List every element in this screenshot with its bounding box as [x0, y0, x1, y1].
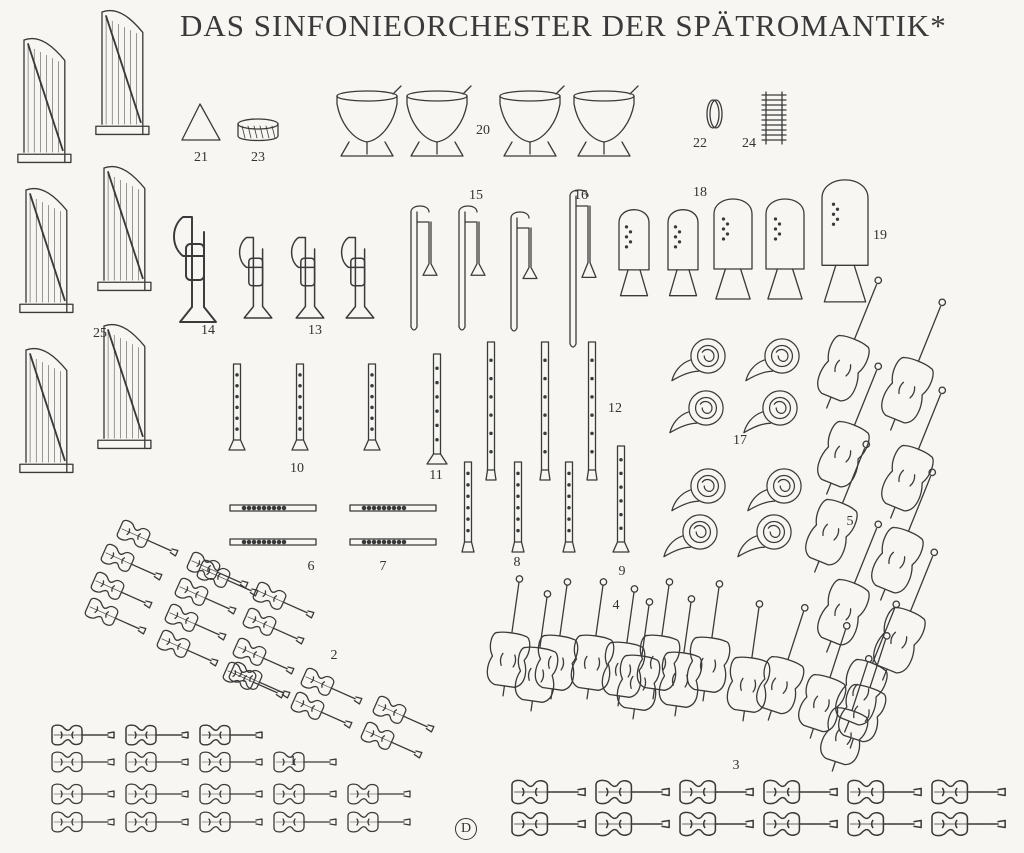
violin-drawing: [156, 629, 221, 672]
double-bass-drawing: [796, 434, 885, 579]
trombone-drawing: [459, 206, 485, 330]
group-number-20: 20: [476, 123, 490, 138]
oboe-drawing: [512, 462, 524, 552]
tenor-tuba-drawing: [619, 210, 649, 296]
viola-drawing: [764, 780, 837, 803]
group-number-15: 15: [469, 188, 483, 203]
bassoon-drawing: [540, 342, 550, 480]
viola-drawing: [680, 780, 753, 803]
group-number-19: 19: [873, 228, 887, 243]
double-bass-drawing: [862, 462, 951, 607]
clarinet-drawing: [229, 364, 245, 450]
flute-drawing: [230, 505, 316, 511]
contrabass-trombone-drawing: [570, 190, 596, 347]
horn-drawing: [748, 469, 801, 511]
group-number-21: 21: [194, 150, 208, 165]
viola-drawing: [680, 812, 753, 835]
trumpet-drawing: [342, 238, 374, 319]
violin-drawing: [52, 752, 114, 772]
group-number-25: 25: [93, 326, 107, 341]
group-number-17: 17: [733, 433, 747, 448]
bass-clarinet-drawing: [427, 354, 447, 464]
cello-drawing: [568, 576, 624, 701]
horn-drawing: [738, 515, 791, 557]
horn-drawing: [746, 339, 799, 381]
harp-drawing: [20, 189, 73, 313]
clarinet-drawing: [292, 364, 308, 450]
viola-drawing: [596, 812, 669, 835]
violin-drawing: [242, 607, 307, 650]
cello-drawing: [532, 576, 588, 701]
english-horn-drawing: [613, 446, 629, 552]
group-number-5: 5: [846, 514, 854, 529]
violin-drawing: [164, 603, 229, 646]
diagram-title: DAS SINFONIEORCHESTER DER SPÄTROMANTIK*: [180, 8, 947, 43]
tenor-tuba-drawing: [766, 199, 804, 299]
snare-drum-drawing: [238, 119, 278, 141]
horn-drawing: [672, 339, 725, 381]
timpani-drawing: [500, 86, 564, 156]
harp-drawing: [98, 325, 151, 449]
cello-drawing: [512, 588, 568, 713]
violin-drawing: [200, 725, 262, 745]
piccolo-drawing: [350, 505, 436, 511]
cymbals-drawing: [707, 100, 722, 128]
violin-drawing: [300, 667, 365, 710]
cello-drawing: [484, 573, 540, 698]
bassoon-drawing: [587, 342, 597, 480]
group-number-12: 12: [608, 401, 622, 416]
viola-drawing: [932, 812, 1005, 835]
violin-drawing: [116, 519, 181, 562]
harp-drawing: [20, 349, 73, 473]
group-number-7: 7: [379, 559, 387, 574]
trumpet-drawing: [240, 238, 272, 319]
harp-drawing: [96, 11, 149, 135]
group-number-18: 18: [693, 185, 707, 200]
cello-drawing: [614, 596, 670, 721]
viola-drawing: [848, 812, 921, 835]
group-number-13: 13: [308, 323, 322, 338]
violin-drawing: [274, 784, 336, 804]
tenor-tuba-drawing: [714, 199, 752, 299]
piccolo-drawing: [350, 539, 436, 545]
triangle-drawing: [182, 104, 220, 140]
horn-drawing: [664, 515, 717, 557]
oboe-drawing: [563, 462, 575, 552]
violin-drawing: [200, 812, 262, 832]
group-number-8: 8: [513, 555, 521, 570]
cello-drawing: [814, 650, 889, 777]
group-number-2: 2: [330, 648, 338, 663]
group-number-14: 14: [201, 323, 215, 338]
bass-trumpet-drawing: [174, 217, 216, 322]
tenor-tuba-drawing: [668, 210, 698, 296]
violin-drawing: [200, 784, 262, 804]
violin-drawing: [126, 725, 188, 745]
trombone-drawing: [411, 206, 437, 330]
violin-drawing: [348, 812, 410, 832]
violin-drawing: [348, 784, 410, 804]
bassoon-drawing: [486, 342, 496, 480]
trombone-drawing: [511, 212, 537, 331]
cello-drawing: [724, 598, 780, 723]
harp-drawing: [98, 167, 151, 291]
flute-drawing: [230, 539, 316, 545]
double-bass-drawing: [808, 356, 897, 501]
group-number-6: 6: [307, 559, 315, 574]
violin-drawing: [52, 784, 114, 804]
group-number-1: 1: [289, 754, 297, 769]
group-number-3: 3: [732, 758, 740, 773]
violin-drawing: [100, 543, 165, 586]
violin-drawing: [126, 812, 188, 832]
viola-drawing: [764, 812, 837, 835]
group-number-22: 22: [693, 136, 707, 151]
oboe-drawing: [462, 462, 474, 552]
cello-drawing: [792, 617, 867, 744]
violin-drawing: [274, 752, 336, 772]
group-number-10: 10: [290, 461, 304, 476]
horn-drawing: [744, 391, 797, 433]
trumpet-drawing: [292, 238, 324, 319]
contrabass-tuba-drawing: [822, 180, 868, 302]
clarinet-drawing: [364, 364, 380, 450]
violin-drawing: [290, 691, 355, 734]
viola-drawing: [932, 780, 1005, 803]
violin-drawing: [222, 661, 287, 704]
timpani-drawing: [337, 86, 401, 156]
viola-drawing: [596, 780, 669, 803]
group-number-11: 11: [429, 468, 443, 483]
violin-drawing: [52, 725, 114, 745]
violin-drawing: [200, 752, 262, 772]
violin-drawing: [126, 784, 188, 804]
group-number-9: 9: [618, 564, 626, 579]
violin-drawing: [84, 597, 149, 640]
group-number-24: 24: [742, 136, 756, 151]
timpani-drawing: [574, 86, 638, 156]
horn-drawing: [670, 391, 723, 433]
horn-drawing: [672, 469, 725, 511]
timpani-drawing: [407, 86, 471, 156]
double-bass-drawing: [872, 380, 961, 525]
violin-drawing: [52, 812, 114, 832]
violin-drawing: [90, 571, 155, 614]
group-number-4: 4: [612, 598, 620, 613]
viola-drawing: [512, 812, 585, 835]
viola-drawing: [512, 780, 585, 803]
corner-circle-mark: D: [455, 818, 477, 840]
double-bass-drawing: [872, 292, 961, 437]
violin-drawing: [360, 721, 425, 764]
violin-drawing: [126, 752, 188, 772]
harp-drawing: [18, 39, 71, 163]
group-number-23: 23: [251, 150, 265, 165]
group-number-16: 16: [574, 188, 588, 203]
glockenspiel-drawing: [762, 92, 786, 144]
violin-drawing: [274, 812, 336, 832]
viola-drawing: [848, 780, 921, 803]
violin-drawing: [196, 559, 261, 602]
